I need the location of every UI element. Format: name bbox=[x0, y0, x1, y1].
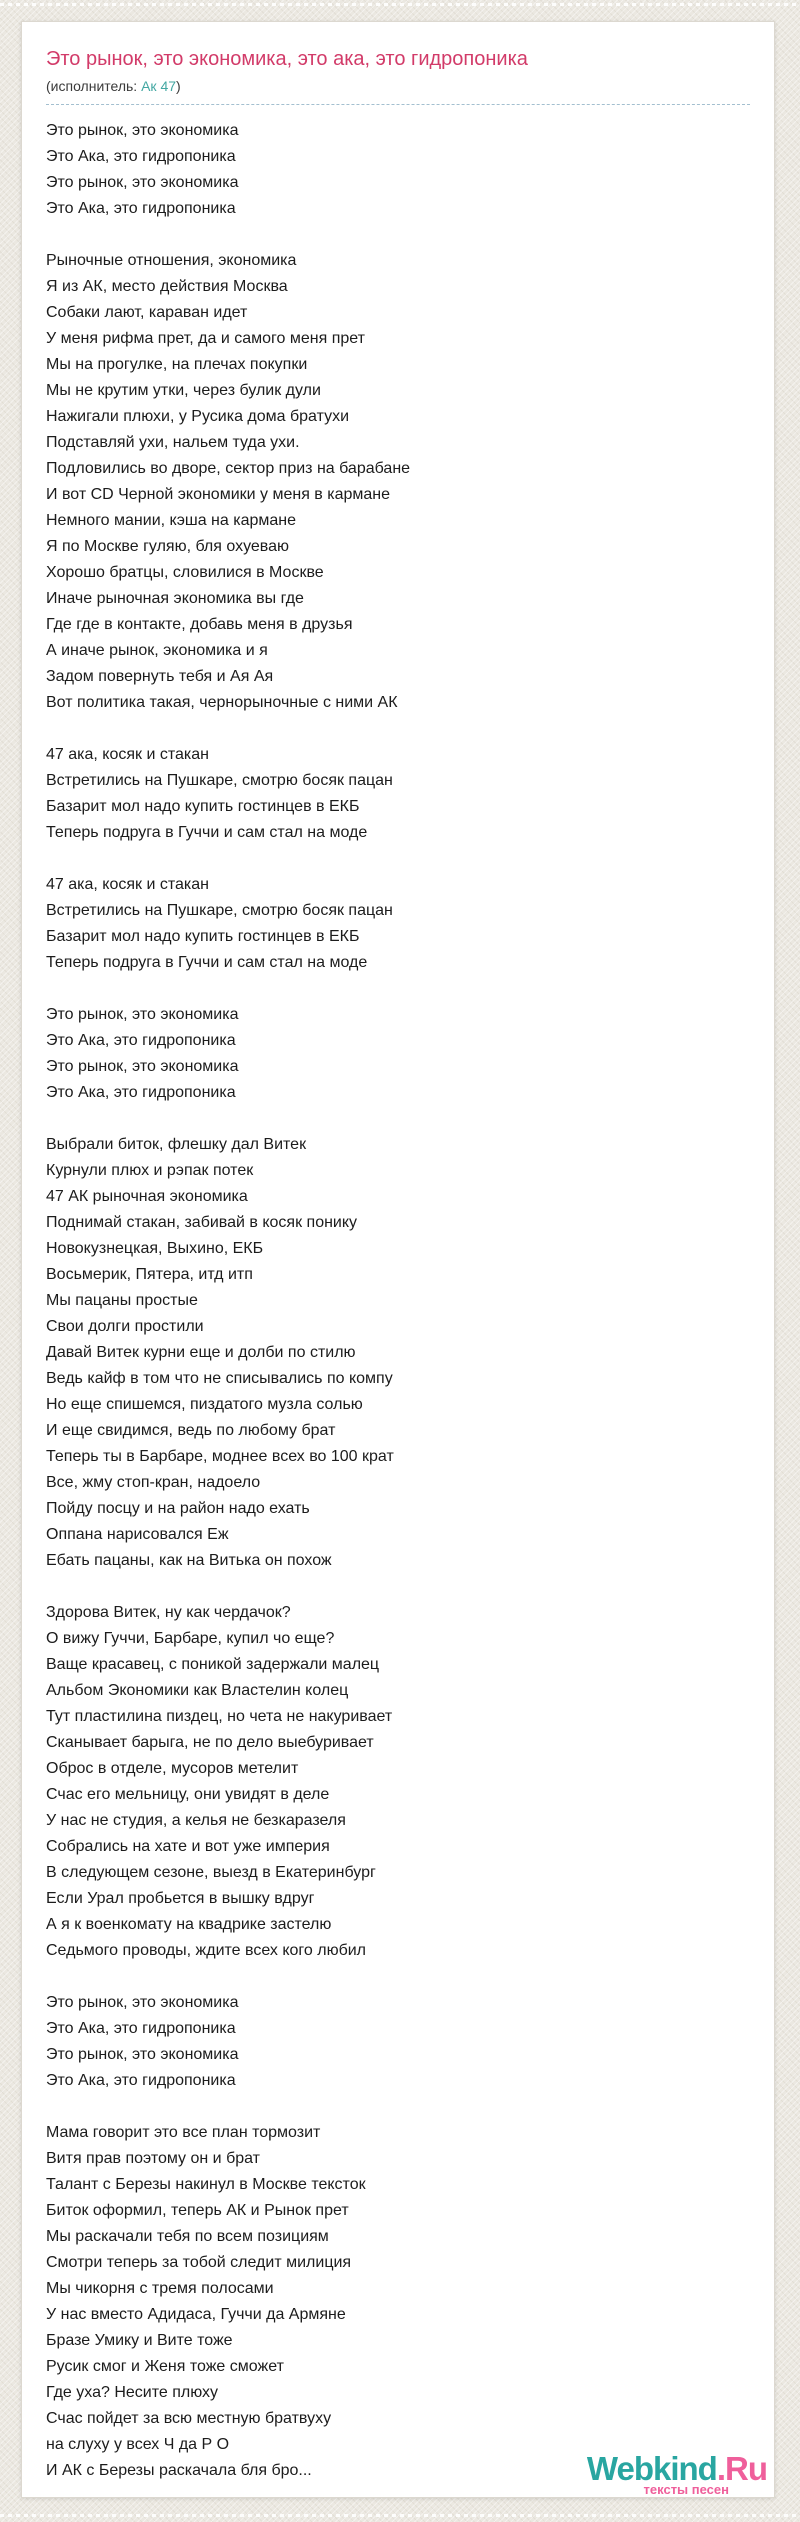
lyric-line: Нажигали плюхи, у Русика дома братухи bbox=[46, 408, 350, 425]
lyric-line: Мы пацаны простые bbox=[46, 1292, 198, 1309]
lyric-line: Это Ака, это гидропоника bbox=[46, 2020, 236, 2037]
lyric-line: Мы на прогулке, на плечах покупки bbox=[46, 356, 308, 373]
lyric-line: Выбрали биток, флешку дал Витек bbox=[46, 1136, 307, 1153]
lyric-line: Подставляй ухи, нальем туда ухи. bbox=[46, 434, 300, 451]
lyric-line: У нас вместо Адидаса, Гуччи да Армяне bbox=[46, 2306, 346, 2323]
lyric-line: Русик смог и Женя тоже сможет bbox=[46, 2358, 284, 2375]
lyric-line: Витя прав поэтому он и брат bbox=[46, 2150, 260, 2167]
webkind-logo bbox=[587, 2452, 767, 2485]
page-title: Это рынок, это экономика, это ака, это гидропоника bbox=[46, 48, 528, 70]
lyric-line: Ваще красавец, с поникой задержали малец bbox=[46, 1656, 380, 1673]
lyric-line: Курнули плюх и рэпак потек bbox=[46, 1162, 254, 1179]
artist-label-suffix: ) bbox=[176, 78, 181, 94]
lyric-line: Мы раскачали тебя по всем позициям bbox=[46, 2228, 329, 2245]
lyric-line: Это рынок, это экономика bbox=[46, 174, 239, 191]
lyric-line: И еще свидимся, ведь по любому брат bbox=[46, 1422, 336, 1439]
lyric-line: Это Ака, это гидропоника bbox=[46, 1032, 236, 1049]
stanza bbox=[46, 118, 750, 222]
stanza bbox=[46, 248, 750, 716]
lyric-line: Восьмерик, Пятера, итд итп bbox=[46, 1266, 253, 1283]
lyric-line: Это рынок, это экономика bbox=[46, 122, 239, 139]
artist-link[interactable]: Ак 47 bbox=[141, 78, 177, 94]
lyric-line: О вижу Гуччи, Барбаре, купил чо еще? bbox=[46, 1630, 335, 1647]
lyric-line: Альбом Экономики как Властелин колец bbox=[46, 1682, 349, 1699]
lyric-line: Это Ака, это гидропоника bbox=[46, 148, 236, 165]
lyric-line: Биток оформил, теперь АК и Рынок прет bbox=[46, 2202, 349, 2219]
lyric-line: Мама говорит это все план тормозит bbox=[46, 2124, 321, 2141]
lyric-line: Теперь ты в Барбаре, моднее всех во 100 крат bbox=[46, 1448, 394, 1465]
lyric-line: Теперь подруга в Гуччи и сам стал на моде bbox=[46, 954, 368, 971]
lyric-line: Рыночные отношения, экономика bbox=[46, 252, 297, 269]
stanza bbox=[46, 2120, 750, 2484]
lyric-line: Но еще спишемся, пиздатого музла солью bbox=[46, 1396, 363, 1413]
lyric-line: 47 ака, косяк и стакан bbox=[46, 876, 209, 893]
lyric-line: Я из АК, место действия Москва bbox=[46, 278, 288, 295]
lyric-line: Талант с Березы накинул в Москве тексток bbox=[46, 2176, 366, 2193]
lyric-line: Мы чикорня с тремя полосами bbox=[46, 2280, 274, 2297]
lyric-line: Базарит мол надо купить гостинцев в ЕКБ bbox=[46, 798, 360, 815]
stanza bbox=[46, 1600, 750, 1964]
stanza bbox=[46, 1002, 750, 1106]
lyric-line: Иначе рыночная экономика вы где bbox=[46, 590, 304, 607]
lyric-line: Оброс в отделе, мусоров метелит bbox=[46, 1760, 299, 1777]
lyrics-card bbox=[21, 21, 775, 2498]
lyric-line: Поднимай стакан, забивай в косяк понику bbox=[46, 1214, 358, 1231]
lyric-line: Это рынок, это экономика bbox=[46, 1006, 239, 1023]
lyric-line: на слуху у всех Ч да Р О bbox=[46, 2436, 230, 2453]
lyric-line: Седьмого проводы, ждите всех кого любил bbox=[46, 1942, 367, 1959]
lyric-line: Это Ака, это гидропоника bbox=[46, 2072, 236, 2089]
lyric-line: Где где в контакте, добавь меня в друзья bbox=[46, 616, 353, 633]
top-dashed-divider bbox=[0, 3, 800, 6]
lyric-line: Новокузнецкая, Выхино, ЕКБ bbox=[46, 1240, 264, 1257]
lyric-line: Встретились на Пушкаре, смотрю босяк пацан bbox=[46, 772, 393, 789]
lyric-line: Немного мании, кэша на кармане bbox=[46, 512, 296, 529]
lyric-line: Встретились на Пушкаре, смотрю босяк пацан bbox=[46, 902, 393, 919]
lyric-line: Свои долги простили bbox=[46, 1318, 204, 1335]
lyric-line: Это рынок, это экономика bbox=[46, 1994, 239, 2011]
lyric-line: Это Ака, это гидропоника bbox=[46, 1084, 236, 1101]
artist-line bbox=[46, 77, 750, 105]
lyrics-text bbox=[46, 118, 750, 2484]
lyric-line: Здорова Витек, ну как чердачок? bbox=[46, 1604, 291, 1621]
lyric-line: И АК с Березы раскачала бля бро... bbox=[46, 2462, 312, 2479]
lyric-line: И вот CD Черной экономики у меня в кармане bbox=[46, 486, 391, 503]
lyric-line: А я к военкомату на квадрике застелю bbox=[46, 1916, 332, 1933]
lyric-line: Где уха? Несите плюху bbox=[46, 2384, 219, 2401]
lyric-line: Пойду посцу и на район надо ехать bbox=[46, 1500, 310, 1517]
stanza bbox=[46, 872, 750, 976]
artist-label-prefix: (исполнитель: bbox=[46, 78, 142, 94]
lyric-line: Мы не крутим утки, через булик дули bbox=[46, 382, 321, 399]
logo-suffix-text: .Ru bbox=[716, 2450, 767, 2487]
lyric-line: Задом повернуть тебя и Ая Ая bbox=[46, 668, 274, 685]
lyric-line: Все, жму стоп-кран, надоело bbox=[46, 1474, 261, 1491]
lyric-line: У меня рифма прет, да и самого меня прет bbox=[46, 330, 365, 347]
stanza bbox=[46, 1132, 750, 1574]
lyric-line: У нас не студия, а келья не безкаразеля bbox=[46, 1812, 346, 1829]
lyric-line: Оппана нарисовался Еж bbox=[46, 1526, 229, 1543]
lyric-line: Счас пойдет за всю местную братвуху bbox=[46, 2410, 332, 2427]
lyric-line: Тут пластилина пиздец, но чета не накуривает bbox=[46, 1708, 393, 1725]
lyric-line: Бразе Умику и Вите тоже bbox=[46, 2332, 233, 2349]
lyric-line: 47 АК рыночная экономика bbox=[46, 1188, 248, 1205]
lyric-line: Это рынок, это экономика bbox=[46, 1058, 239, 1075]
lyric-line: Хорошо братцы, словилися в Москве bbox=[46, 564, 324, 581]
lyric-line: Я по Москве гуляю, бля охуеваю bbox=[46, 538, 289, 555]
stanza bbox=[46, 1990, 750, 2094]
lyric-line: Ебать пацаны, как на Витька он похож bbox=[46, 1552, 332, 1569]
stanza bbox=[46, 742, 750, 846]
webkind-logo-link[interactable] bbox=[587, 2452, 767, 2496]
lyric-line: Вот политика такая, чернорыночные с ними АК bbox=[46, 694, 398, 711]
lyric-line: В следующем сезоне, выезд в Екатеринбург bbox=[46, 1864, 376, 1881]
lyric-line: Теперь подруга в Гуччи и сам стал на моде bbox=[46, 824, 368, 841]
lyric-line: Собаки лают, караван идет bbox=[46, 304, 248, 321]
lyric-line: Давай Витек курни еще и долби по стилю bbox=[46, 1344, 356, 1361]
lyric-line: Базарит мол надо купить гостинцев в ЕКБ bbox=[46, 928, 360, 945]
lyric-line: Собрались на хате и вот уже империя bbox=[46, 1838, 330, 1855]
lyric-line: Если Урал пробьется в вышку вдруг bbox=[46, 1890, 315, 1907]
lyric-line: Это рынок, это экономика bbox=[46, 2046, 239, 2063]
lyric-line: 47 ака, косяк и стакан bbox=[46, 746, 209, 763]
bottom-dashed-divider bbox=[0, 2514, 800, 2517]
logo-main-text: Webkind bbox=[586, 2450, 717, 2487]
lyric-line: Это Ака, это гидропоника bbox=[46, 200, 236, 217]
lyric-line: Смотри теперь за тобой следит милиция bbox=[46, 2254, 352, 2271]
lyric-line: Ведь кайф в том что не списывались по компу bbox=[46, 1370, 393, 1387]
lyric-line: Сканывает барыга, не по дело выебуривает bbox=[46, 1734, 374, 1751]
lyric-line: Счас его мельницу, они увидят в деле bbox=[46, 1786, 330, 1803]
lyric-line: А иначе рынок, экономика и я bbox=[46, 642, 268, 659]
logo-tagline: тексты песен bbox=[643, 2482, 729, 2497]
lyric-line: Подловились во дворе, сектор приз на барабане bbox=[46, 460, 411, 477]
